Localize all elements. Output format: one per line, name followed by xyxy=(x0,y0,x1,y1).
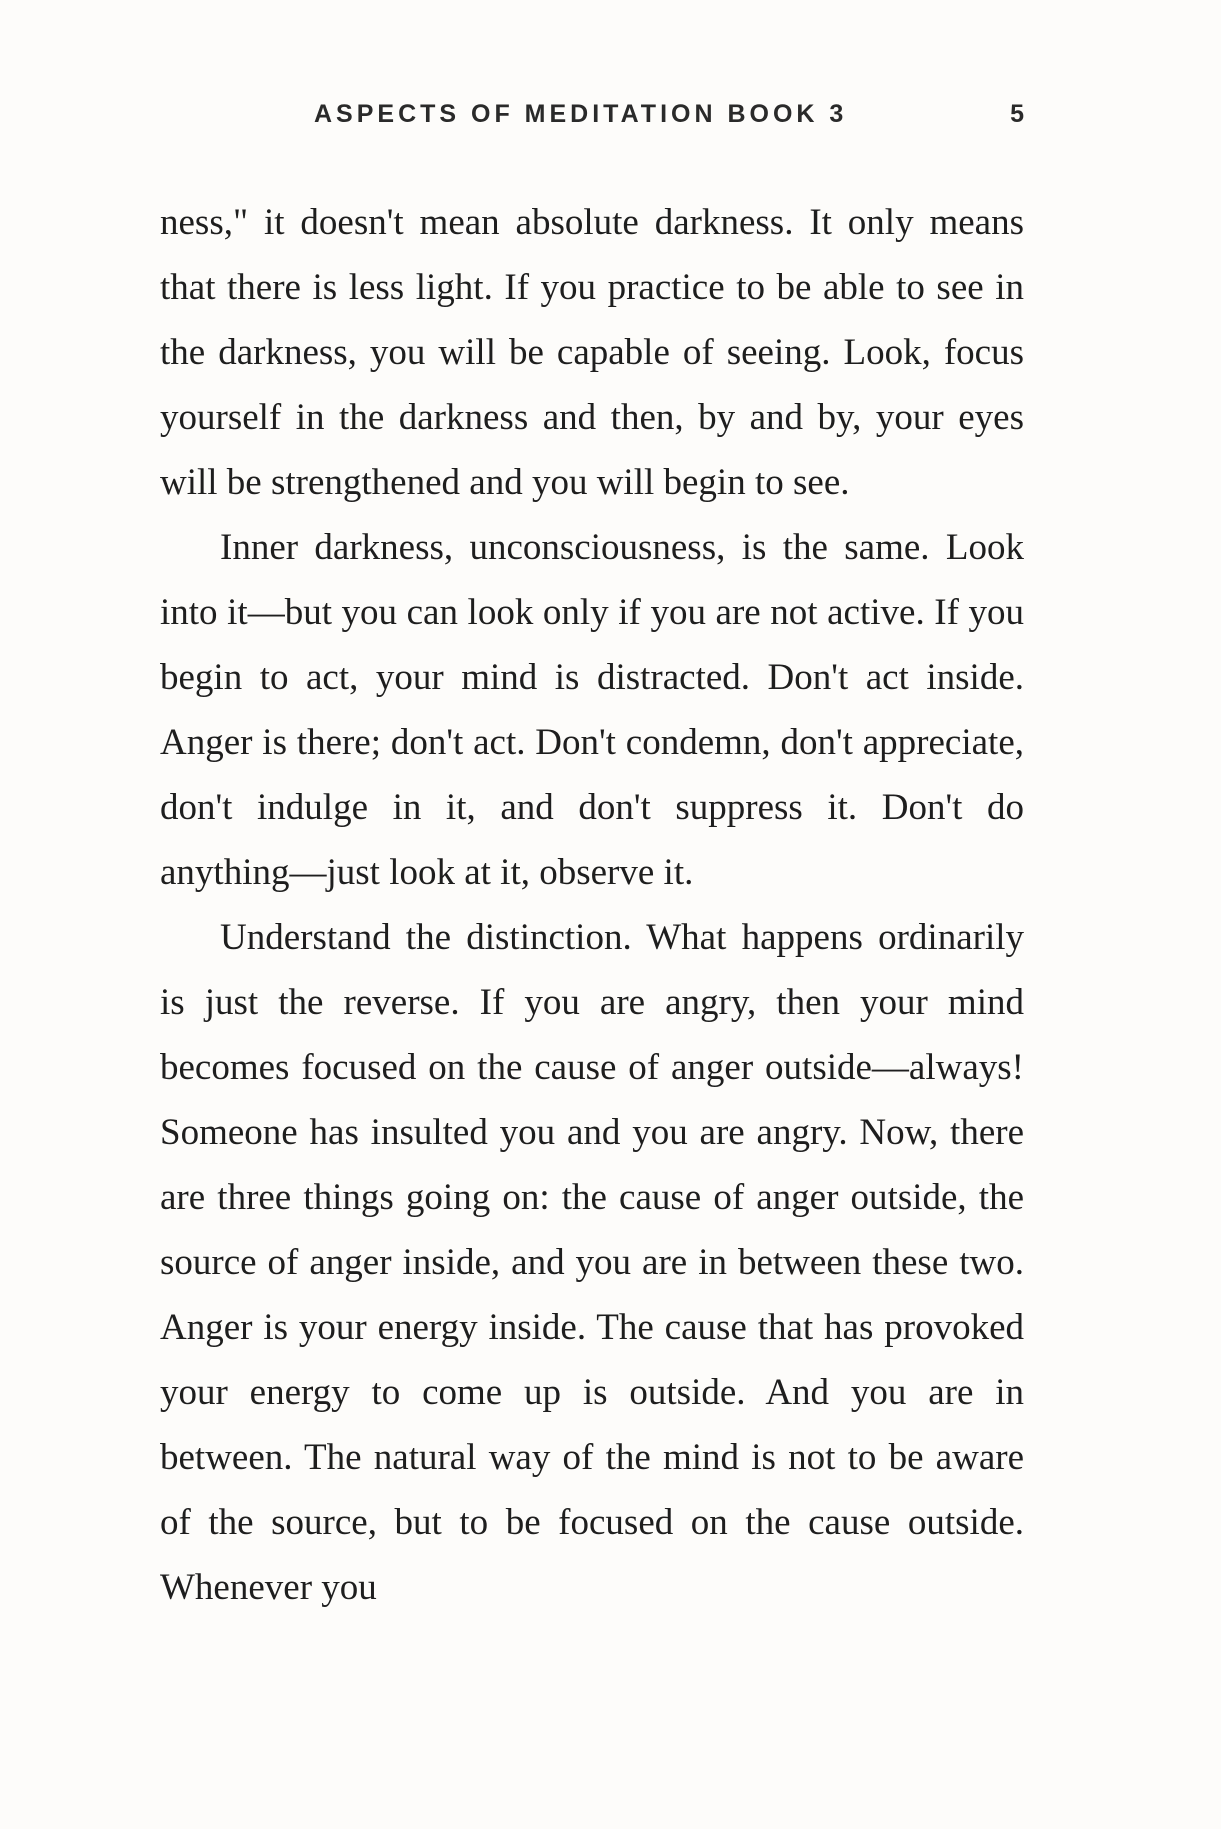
page-number: 5 xyxy=(1010,100,1024,128)
paragraph-1: ness," it doesn't mean absolute darkness. It only means that there is less light. If you practice to be able to see in the darkness, you will be capable of seeing. Look, focus yourself in the darkness and then, by and by, your eyes will be strengthened and you will begin to see. xyxy=(160,202,1024,503)
running-header xyxy=(160,100,1024,134)
running-title: ASPECTS OF MEDITATION BOOK 3 xyxy=(314,100,848,128)
body-text xyxy=(160,190,1024,1620)
paragraph-2: Inner darkness, unconsciousness, is the same. Look into it—but you can look only if you are not active. If you begin to act, your mind is distracted. Don't act inside. Anger is there; don't act. Don't condemn, don't appreciate, don't indulge in it, and don't suppress it. Don't do anything—just look at it, observe it. xyxy=(160,527,1024,893)
paragraph-3: Understand the distinction. What happens ordinarily is just the reverse. If you are angry, then your mind becomes focused on the cause of anger outside—always! Someone has insulted you and you are angry. Now, there are three things going on: the cause of anger outside, the source of anger inside, and you are in between these two. Anger is your energy inside. The cause that has provoked your energy to come up is outside. And you are in between. The natural way of the mind is not to be aware of the source, but to be focused on the cause outside. Whenever you xyxy=(160,917,1024,1608)
